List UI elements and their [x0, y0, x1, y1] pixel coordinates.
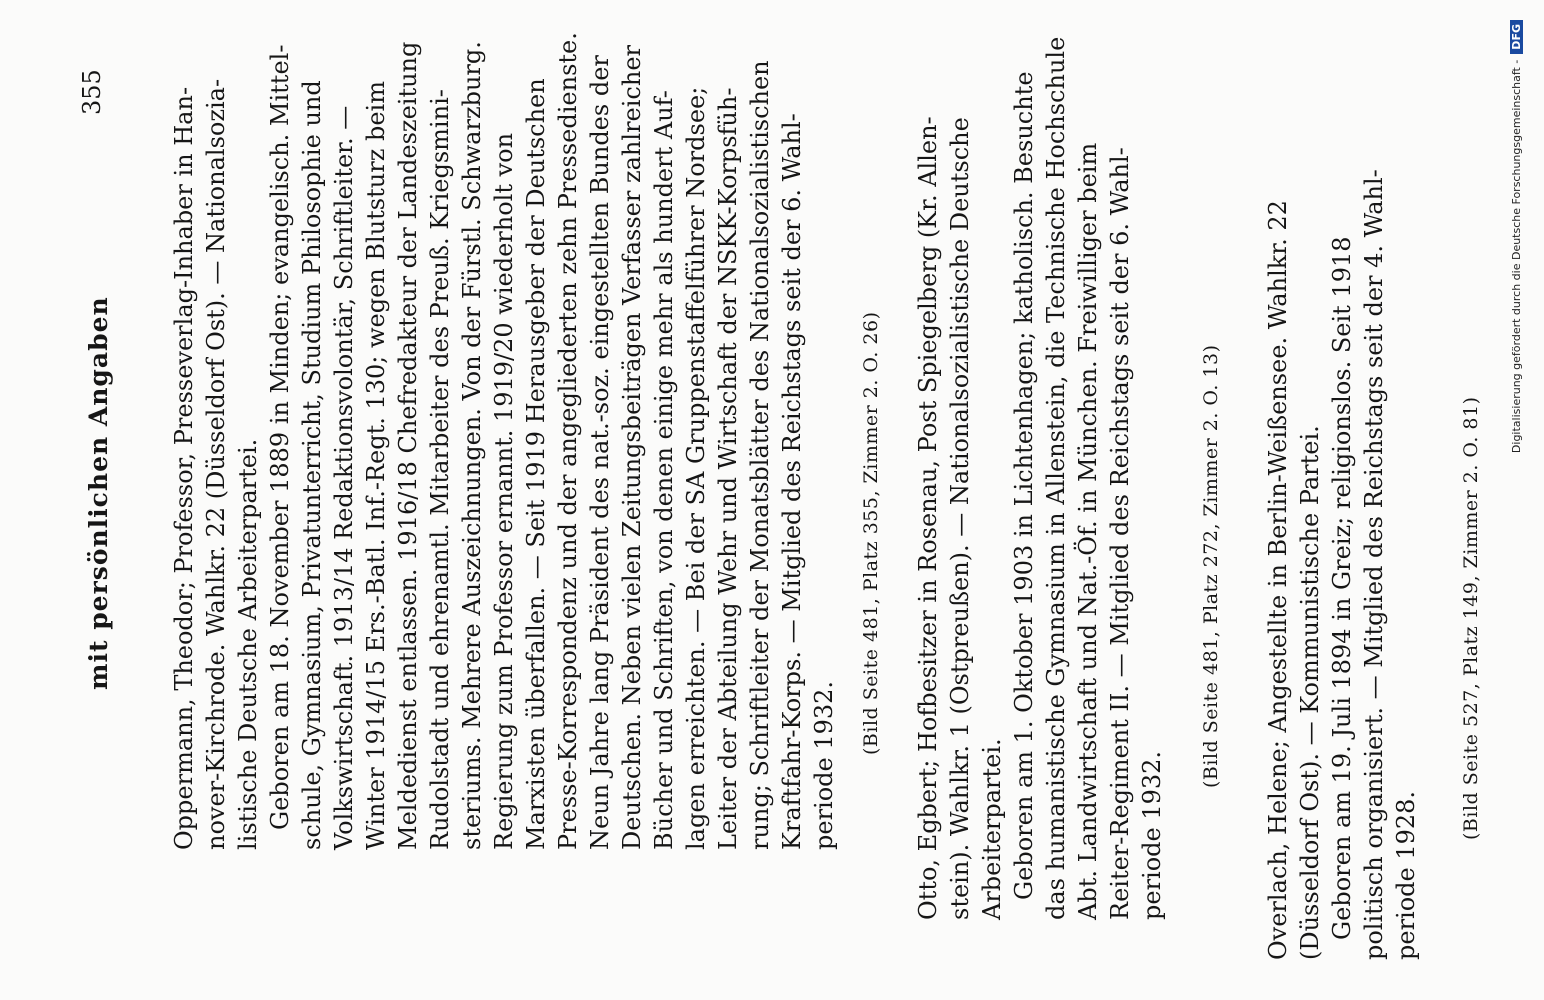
entry-line: Leiter der Abteilung Wehr und Wirtschaft der NSKK-Korpsfüh- [714, 87, 742, 850]
entry-line: rung; Schriftleiter der Monatsblätter des Nationalsozialistischen [746, 60, 774, 850]
entry-line: Overlach, Helene; Angestellte in Berlin-Weißensee. Wahlkr. 22 [1264, 200, 1292, 960]
entry-line: schule, Gymnasium, Privatunterricht, Studium Philosophie und [298, 80, 326, 850]
page-number: 355 [78, 69, 106, 115]
entry-line: Kraftfahr-Korps. — Mitglied des Reichstags seit der 6. Wahl- [778, 113, 806, 850]
photo-reference: (Bild Seite 481, Platz 272, Zimmer 2. O. 13) [1200, 344, 1222, 788]
entry-line: Neun Jahre lang Präsident des nat.-soz. eingestellten Bundes der [586, 55, 614, 850]
entry-line: stein). Wahlkr. 1 (Ostpreußen). — Nationalsozialistische Deutsche [946, 117, 974, 920]
photo-reference: (Bild Seite 481, Platz 355, Zimmer 2. O. 26) [860, 311, 882, 755]
entry-line: Arbeiterpartei. [978, 738, 1006, 920]
entry-line: Volkswirtschaft. 1913/14 Redaktionsvolontär, Schriftleiter. — [330, 105, 358, 850]
entry-line: Rudolstadt und ehrenamtl. Mitarbeiter des Preuß. Kriegsmini- [426, 89, 454, 850]
entry-line: Marxisten überfallen. — Seit 1919 Herausgeber der Deutschen [522, 78, 550, 850]
entry-line: Oppermann, Theodor; Professor, Presseverlag-Inhaber in Han- [170, 86, 198, 850]
entry-line: Reiter-Regiment II. — Mitglied des Reichstags seit der 6. Wahl- [1106, 147, 1134, 920]
entry-line: nover-Kirchrode. Wahlkr. 22 (Düsseldorf Ost). — Nationalsozia- [202, 78, 230, 850]
entry-line: Winter 1914/15 Ers.-Batl. Inf.-Regt. 130; wegen Blutsturz beim [362, 81, 390, 850]
entry-line: Deutschen. Neben vielen Zeitungsbeiträgen Verfasser zahlreicher [618, 45, 646, 850]
entry-line: Geboren am 19. Juli 1894 in Greiz; religionslos. Seit 1918 [1328, 236, 1356, 940]
digitization-credit [1510, 20, 1544, 1000]
entry-line: politisch organisiert. — Mitglied des Reichstags seit der 4. Wahl- [1360, 169, 1388, 960]
entry-line: Geboren am 1. Oktober 1903 in Lichtenhagen; katholisch. Besuchte [1010, 71, 1038, 900]
page-header-title: mit persönlichen Angaben [84, 296, 113, 690]
entry-line: listische Deutsche Arbeiterpartei. [234, 438, 262, 850]
entry-line: periode 1932. [1138, 750, 1166, 920]
entry-line: steriums. Mehrere Auszeichnungen. Von der Fürstl. Schwarzburg. [458, 41, 486, 850]
entry-line: das humanistische Gymnasium in Allenstein, die Technische Hochschule [1042, 36, 1070, 920]
photo-reference: (Bild Seite 527, Platz 149, Zimmer 2. O. 81) [1460, 396, 1482, 840]
entry-line: lagen erreichten. — Bei der SA Gruppenstaffelführer Nordsee; [682, 86, 710, 850]
entry-line: (Düsseldorf Ost). — Kommunistische Partei. [1296, 425, 1324, 960]
entry-line: Presse-Korrespondenz und der angegliederten zehn Pressedienste. [554, 32, 582, 850]
entry-line: Bücher und Schriften, von denen einige mehr als hundert Auf- [650, 90, 678, 850]
dfg-logo: DFG [1510, 20, 1523, 54]
entry-line: Abt. Landwirtschaft und Nat.-Öf. in München. Freiwilliger beim [1074, 142, 1102, 920]
entry-line: periode 1932. [810, 680, 838, 850]
credit-text: Digitalisierung gefördert durch die Deutsche Forschungsgemeinschaft - [1510, 59, 1523, 454]
entry-line: Otto, Egbert; Hofbesitzer in Rosenau, Post Spiegelberg (Kr. Allen- [914, 116, 942, 920]
entry-line: periode 1928. [1392, 790, 1420, 960]
entry-line: Meldedienst entlassen. 1916/18 Chefredakteur der Landeszeitung [394, 41, 422, 850]
entry-line: Geboren am 18. November 1889 in Minden; evangelisch. Mittel- [266, 44, 294, 830]
entry-line: Regierung zum Professor ernannt. 1919/20 wiederholt von [490, 132, 518, 850]
